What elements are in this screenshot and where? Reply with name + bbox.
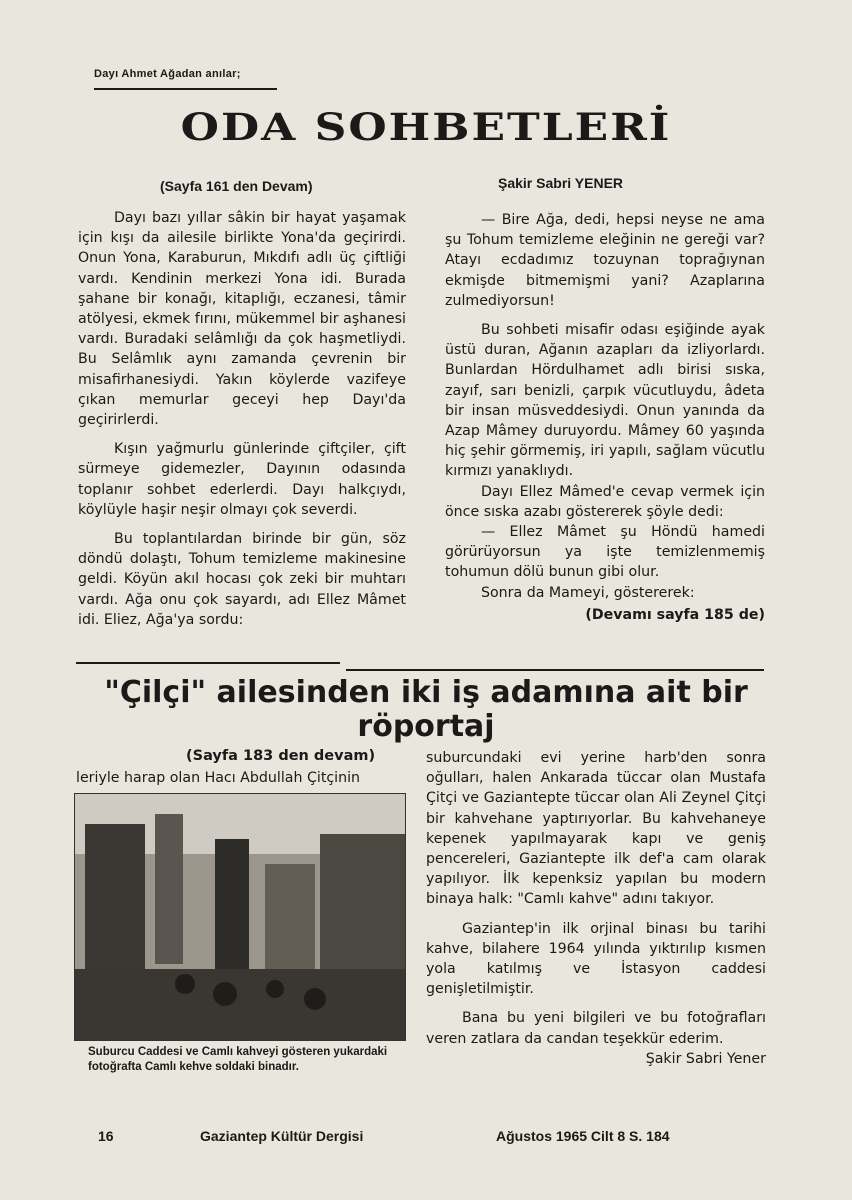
issue-info: Ağustos 1965 Cilt 8 S. 184 [496,1128,670,1144]
page-number: 16 [98,1128,114,1144]
paragraph: Dayı Ellez Mâmed'e cevap vermek için önce sıska azabı göstererek şöyle dedi: [445,483,765,520]
paragraph: Dayı bazı yıllar sâkin bir hayat yaşamak için kışı da ailesile birlikte Yona'da geçirirdi. Onun Yona, Karaburun, Mıkdıfı adlı üç çiftliği vardı. Kendinin merkezi Yona idi. Burada şahane bir konağı, kitaplığı, eczanesi, tâmir atölyesi, ekmek fırını, mükemmel bir aşhanesi vardı. Buradaki selâmlığı da çok haşmetliydi. Bu Selâmlık aynı zamanda çevrenin bir misafirhanesiydi. Yakın köylerde vazifeye çıkan memurlar geceyi hep Dayı'da geçirirlerdi. [78,210,406,429]
paragraph: Sonra da Mameyi, göstererek: [481,584,695,601]
street-photo-image [75,794,405,1040]
article-author: Şakir Sabri YENER [498,175,624,191]
paragraph: — Ellez Mâmet şu Höndü hamedi görürüyorsun ya işte temizlenmemiş tohumun dölü bunun gibi olur. [445,524,765,581]
paragraph: Bu toplantılardan birinde bir gün, söz döndü dolaştı, Tohum temizleme makinesine geldi. Köyün akıl hocası çok zeki bir muhtarı vardı. Ağa onu çok sayardı, adı Ellez Mâmet idi. Eliez, Ağa'ya sordu: [78,531,406,628]
series-title: Dayı Ahmet Ağadan anılar; [94,68,241,80]
article1-right-column [445,210,765,625]
continued-to: (Devamı sayfa 185 de) [585,606,765,623]
article-title: ODA SOHBETLERİ [180,105,672,150]
paragraph: — Bire Ağa, dedi, hepsi neyse ne ama şu Tohum temizleme eleğinin ne gereği var? Atayı ecdadımız tozuynan toprağıynan ekmişde bitmemişmi yani? Azaplarına zulmediyorsun! [445,212,765,309]
section-divider-left [76,662,340,664]
section-divider-right [346,669,764,671]
article1-left-column [78,208,406,630]
article2-title [0,676,852,744]
journal-name: Gaziantep Kültür Dergisi [200,1128,364,1144]
paragraph: Kışın yağmurlu günlerinde çiftçiler, çift sürmeye gidemezler, Dayının odasında toplanır sohbet ederlerdi. Dayı halkçıydı, köylüyle haşir neşir olmayı çok severdi. [78,441,406,518]
paragraph: Gaziantep'in ilk orjinal binası bu tarihi kahve, bilahere 1964 yılında yıktırılıp kısmen yola katılmış ve İstasyon caddesi genişletilmiştir. [426,920,766,998]
continued-from: (Sayfa 161 den Devam) [160,178,313,194]
article2-title-line2: röportaj [357,709,495,744]
series-divider [94,88,277,90]
article2-continued-from: (Sayfa 183 den devam) [186,748,376,764]
street-photo [74,793,406,1041]
paragraph: Bu sohbeti misafir odası eşiğinde ayak üstü duran, Ağanın azapları da izliyorlardı. Bunlardan Hördulhamet adlı birisi sıska, zayıf, sarı benizli, çarpık vücutluydu, âdeta bir insan müsveddesiydi. Onun yanında da Azap Mâmey duruyordu. Mâmey 60 yaşında hiç şehir görmemiş, iri yapılı, sağlam vücutlu kırmızı yanaklıydı. [445,322,765,480]
article2-left-text: leriyle harap olan Hacı Abdullah Çitçinin [76,770,361,786]
paragraph: Bana bu yeni bilgileri ve bu fotoğrafları veren zatlara da candan teşekkür ederim. [426,1010,766,1047]
article2-right-column [426,748,766,1069]
photo-caption: Suburcu Caddesi ve Camlı kahveyi gösteren yukardaki fotoğrafta Camlı kehve soldaki binadır. [88,1046,388,1073]
paragraph: suburcundaki evi yerine harb'den sonra oğulları, halen Ankarada tüccar olan Mustafa Çitçi ve Gaziantepte tüccar olan Ali Zeynel Çitçi bir kahvehane yaptırıyorlar. Bu kahvehaneye kepenek yapılmayarak kapı ve geniş pencereleri, Gaziantepte ilk def'a cam olarak yapılıyor. İlk kepenksiz yapılan bu modern binaya halk: "Camlı kahve" adını takıyor. [426,750,766,908]
article2-title-line1: "Çilçi" ailesinden iki iş adamına ait bir [104,675,748,710]
signature: Şakir Sabri Yener [645,1050,766,1067]
